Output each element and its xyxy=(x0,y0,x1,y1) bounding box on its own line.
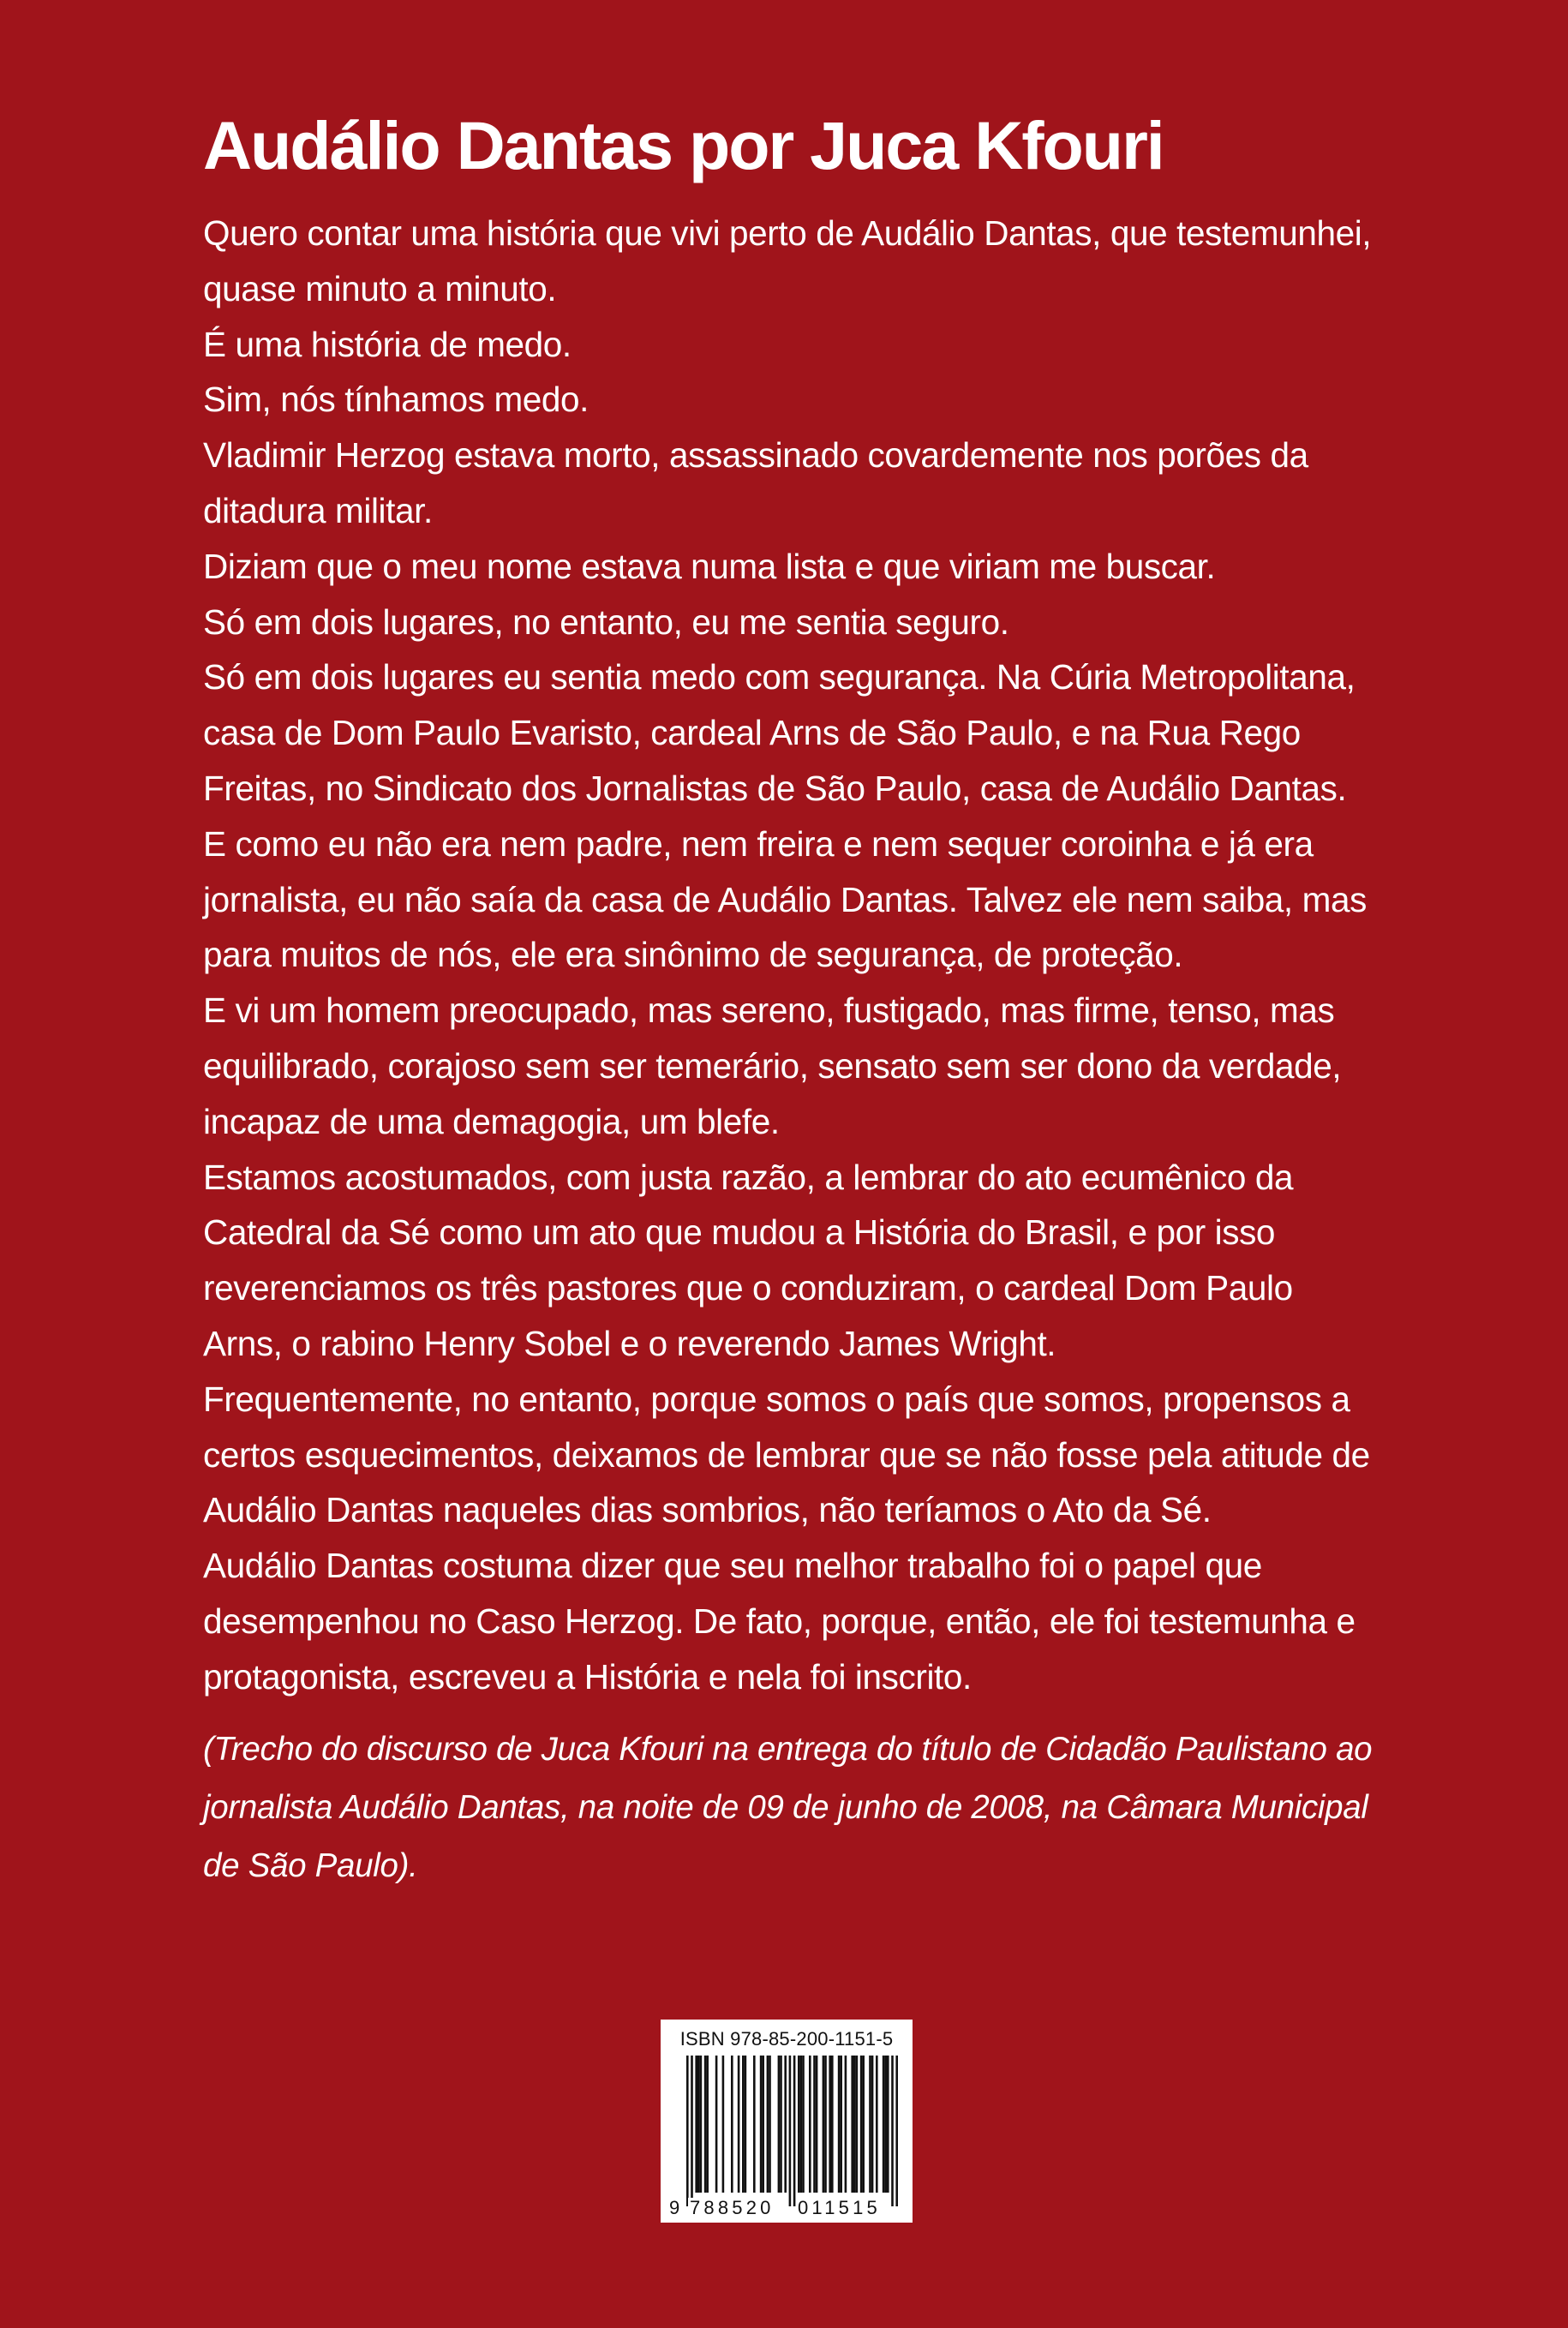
paragraph: Vladimir Herzog estava morto, assassinado covardemente nos porões da ditadura militar. xyxy=(203,435,1308,530)
paragraph: Diziam que o meu nome estava numa lista e que viriam me buscar. xyxy=(203,546,1216,586)
paragraph: Audálio Dantas costuma dizer que seu melhor trabalho foi o papel que desempenhou no Caso Herzog. De fato, porque, então, ele foi testemunha e protagonista, escreveu a História e nela foi inscrito. xyxy=(203,1546,1356,1697)
barcode-bar xyxy=(760,2056,763,2193)
barcode-bar xyxy=(883,2056,885,2193)
barcode-bar xyxy=(745,2056,747,2193)
isbn-barcode xyxy=(661,2020,913,2223)
barcode-bar xyxy=(838,2056,841,2193)
ean-right-digits: 011515 xyxy=(798,2197,881,2218)
barcode-bar xyxy=(800,2056,803,2193)
barcode-bar xyxy=(824,2056,827,2193)
source-caption: (Trecho do discurso de Juca Kfouri na entrega do título de Cidadão Paulistano ao jornalista Audálio Dantas, na noite de 09 de junho de 2008, na Câmara Municipal de São Paulo). xyxy=(203,1730,1373,1884)
barcode-bar xyxy=(809,2056,811,2193)
barcode-guard-bar xyxy=(686,2056,689,2206)
back-cover-text xyxy=(203,103,1377,1928)
barcode-guard-bar xyxy=(789,2056,792,2206)
barcode-bar xyxy=(769,2056,771,2193)
barcode-bar xyxy=(851,2056,853,2193)
barcode-bar xyxy=(715,2056,718,2193)
paragraph: Só em dois lugares eu sentia medo com segurança. Na Cúria Metropolitana, casa de Dom Paulo Evaristo, cardeal Arns de São Paulo, e na Rua Rego Freitas, no Sindicato dos Jornalistas de São Paulo, casa de Audálio Dantas. xyxy=(203,657,1356,808)
paragraph: E como eu não era nem padre, nem freira e nem sequer coroinha e já era jornalista, eu não saía da casa de Audálio Dantas. Talvez ele nem saiba, mas para muitos de nós, ele era sinônimo de segurança, de proteção. xyxy=(203,823,1367,975)
barcode-bar xyxy=(831,2056,834,2193)
barcode-bar xyxy=(813,2056,816,2193)
barcode-bar xyxy=(876,2056,878,2193)
page-title: Audálio Dantas por Juca Kfouri xyxy=(203,107,1164,183)
barcode-bar xyxy=(762,2056,764,2193)
barcode-bar xyxy=(778,2056,781,2193)
barcode-bar xyxy=(731,2056,733,2193)
barcode-bar xyxy=(840,2056,842,2193)
barcode-bar xyxy=(860,2056,863,2193)
barcode-bar xyxy=(695,2056,697,2193)
barcode-bar xyxy=(722,2056,725,2193)
barcode-bar xyxy=(871,2056,874,2193)
barcode-guard-bar xyxy=(793,2056,796,2206)
paragraph: Quero contar uma história que vivi perto de Audálio Dantas, que testemunhei, quase minuto a minuto. xyxy=(203,213,1372,308)
barcode-bar xyxy=(780,2056,782,2193)
barcode-bar xyxy=(704,2056,707,2193)
barcode-bar xyxy=(706,2056,709,2193)
barcode-bar xyxy=(845,2056,847,2193)
body-text xyxy=(203,206,1377,1705)
barcode-bar xyxy=(742,2056,745,2193)
barcode-bar xyxy=(767,2056,769,2193)
isbn-label: ISBN 978-85-200-1151-5 xyxy=(679,2028,894,2050)
barcode-bar xyxy=(856,2056,859,2193)
barcode-bar xyxy=(884,2056,887,2193)
barcode-bar xyxy=(802,2056,805,2193)
ean-first-digit: 9 xyxy=(669,2197,680,2218)
barcode-bar xyxy=(869,2056,871,2193)
paragraph: Só em dois lugares, no entanto, eu me sentia seguro. xyxy=(203,601,1009,642)
barcode-bar xyxy=(816,2056,818,2193)
paragraph: E vi um homem preocupado, mas sereno, fustigado, mas firme, tenso, mas equilibrado, corajoso sem ser temerário, sensato sem ser dono da verdade, incapaz de uma demagogia, um blefe. xyxy=(203,990,1342,1141)
paragraph: Sim, nós tínhamos medo. xyxy=(203,380,589,420)
barcode-bars xyxy=(669,2056,904,2210)
barcode-bar xyxy=(697,2056,700,2193)
barcode-bar xyxy=(862,2056,865,2193)
barcode-bar xyxy=(700,2056,703,2193)
paragraph: Estamos acostumados, com justa razão, a lembrar do ato ecumênico da Catedral da Sé como um ato que mudou a História do Brasil, e por isso reverenciamos os três pastores que o conduziram, o cardeal Dom Paulo Arns, o rabino Henry Sobel e o reverendo James Wright. xyxy=(203,1157,1294,1363)
paragraph: É uma história de medo. xyxy=(203,324,572,364)
barcode-bar xyxy=(798,2056,800,2193)
barcode-bar xyxy=(784,2056,787,2193)
barcode-bar xyxy=(738,2056,740,2193)
paragraph: Frequentemente, no entanto, porque somos o país que somos, propensos a certos esquecimentos, deixamos de lembrar que se não fosse pela atitude de Audálio Dantas naqueles dias sombrios, não teríamos o Ato da Sé. xyxy=(203,1379,1370,1530)
barcode-guard-bar xyxy=(891,2056,894,2206)
barcode-bar xyxy=(829,2056,831,2193)
barcode-bar xyxy=(853,2056,856,2193)
barcode-bar xyxy=(823,2056,825,2193)
barcode-bar xyxy=(753,2056,756,2193)
barcode-guard-bar xyxy=(691,2056,693,2206)
ean-left-digits: 788520 xyxy=(690,2197,775,2218)
barcode-bar xyxy=(887,2056,889,2193)
barcode-guard-bar xyxy=(895,2056,898,2206)
